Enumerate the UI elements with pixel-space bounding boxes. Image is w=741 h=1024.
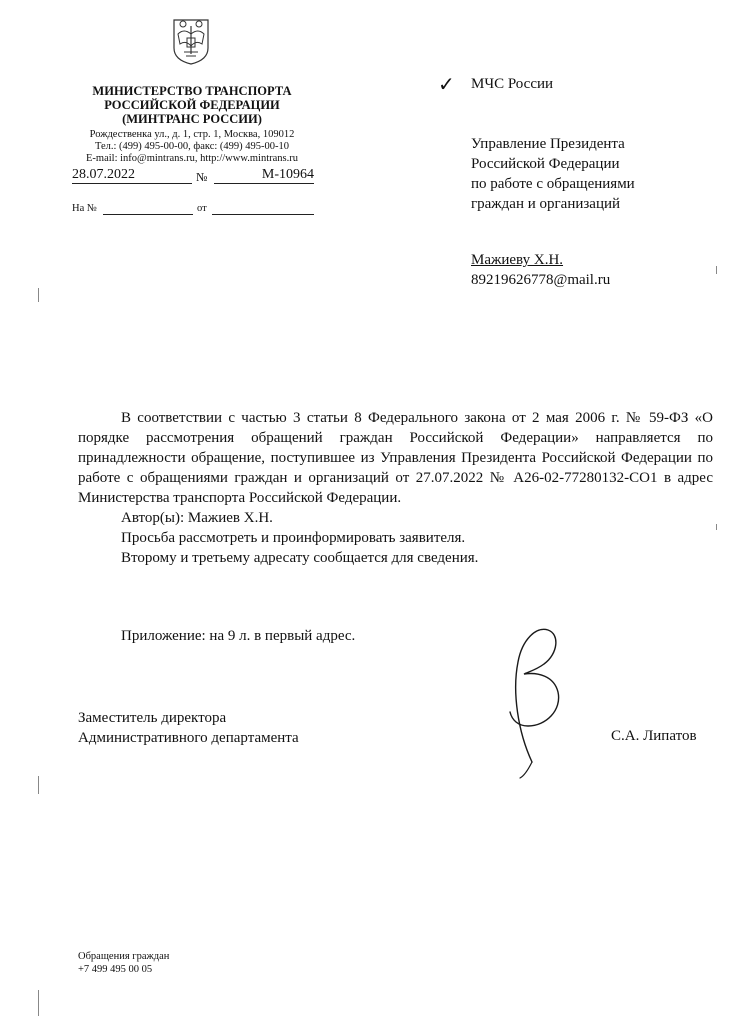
body-request: Просьба рассмотреть и проинформировать заявителя. <box>121 530 466 546</box>
margin-mark <box>38 776 39 794</box>
footer-phone: +7 499 495 00 05 <box>78 964 153 975</box>
check-mark-icon: ✓ <box>438 74 455 96</box>
recipient-second <box>471 134 635 214</box>
body-author: Автор(ы): Мажиев Х.Н. <box>121 510 273 526</box>
recipient-third <box>471 250 610 290</box>
reply-date-line <box>212 214 314 215</box>
attachment-note: Приложение: на 9 л. в первый адрес. <box>121 628 356 644</box>
footer-contact <box>78 950 169 976</box>
margin-mark <box>38 990 39 1016</box>
from-label: от <box>197 203 207 214</box>
recipient-second-line-3: по работе с обращениями <box>471 176 635 192</box>
ministry-address: Рождественка ул., д. 1, стр. 1, Москва, 109012 <box>89 129 295 140</box>
recipient-second-line-2: Российской Федерации <box>471 156 620 172</box>
outgoing-number-field <box>214 167 314 184</box>
outgoing-date-field <box>72 167 192 184</box>
body-paragraph: В соответствии с частью 3 статьи 8 Федерального закона от 2 мая 2006 г. № 59-ФЗ «О порядке рассмотрения обращений граждан Российской Федерации» направляется по принадлежности обращение, поступившее из Управления Президента Российской Федерации по работе с обращениями граждан и организаций от 27.07.2022 № А26-02-77280132-СО1 в адрес Министерства транспорта Российской Федерации. <box>78 410 713 506</box>
outgoing-date: 28.07.2022 <box>72 167 135 182</box>
reply-number-line <box>103 214 193 215</box>
body-info: Второму и третьему адресату сообщается для сведения. <box>121 550 479 566</box>
signatory-position-line-1: Заместитель директора <box>78 710 227 726</box>
ministry-line-1: МИНИСТЕРСТВО ТРАНСПОРТА <box>92 84 292 98</box>
ministry-contacts <box>60 129 324 165</box>
recipient-second-line-4: граждан и организаций <box>471 196 621 212</box>
recipient-third-name: Мажиеву Х.Н. <box>471 252 564 268</box>
letter-body <box>78 408 713 568</box>
signatory-position-line-2: Административного департамента <box>78 730 299 746</box>
margin-mark <box>38 288 39 302</box>
recipient-third-email: 89219626778@mail.ru <box>471 272 611 288</box>
ministry-email: E-mail: info@mintrans.ru, http://www.mintrans.ru <box>86 153 298 164</box>
margin-mark <box>716 266 717 274</box>
recipient-first: МЧС России <box>471 76 554 92</box>
ministry-name <box>60 84 324 126</box>
footer-department: Обращения граждан <box>78 951 170 962</box>
ministry-phone: Тел.: (499) 495-00-00, факс: (499) 495-00-10 <box>94 141 290 152</box>
reply-label: На № <box>72 203 97 214</box>
coat-of-arms-emblem <box>170 14 212 66</box>
signatory-name: С.А. Липатов <box>611 728 697 744</box>
outgoing-number: М-10964 <box>261 167 314 182</box>
signatory-position <box>78 708 299 748</box>
number-label: № <box>196 170 208 184</box>
ministry-line-2: РОССИЙСКОЙ ФЕДЕРАЦИИ <box>104 98 280 112</box>
ministry-line-3: (МИНТРАНС РОССИИ) <box>122 112 262 126</box>
handwritten-signature <box>488 612 580 782</box>
margin-mark <box>716 524 717 530</box>
recipient-second-line-1: Управление Президента <box>471 136 625 152</box>
